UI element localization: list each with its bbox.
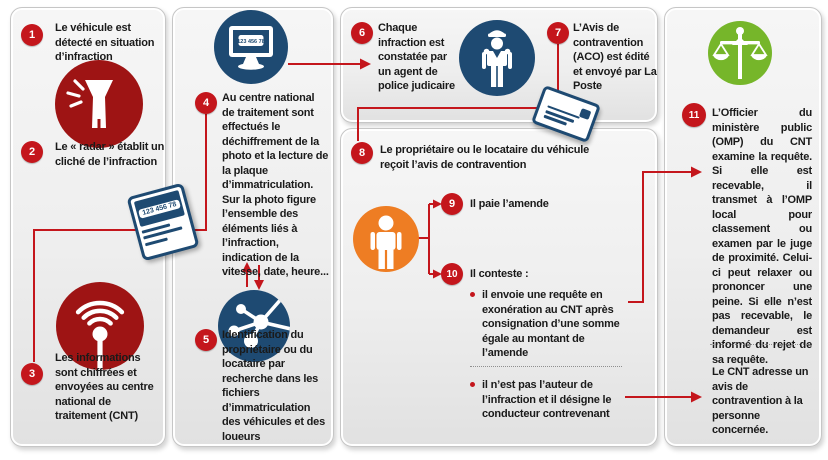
step-badge-1: 1 [21,24,43,46]
step-badge-11: 11 [682,103,706,127]
computer-monitor-icon [214,10,288,89]
step-text-7: L’Avis de contravention (ACO) est édité et envoyé par La Poste [573,22,657,92]
step-text-11: L’Officier du ministère public (OMP) du CNT examine la requête. Si elle est recevable, il transmet à l’OMP local pour classement ou examen par le juge de proximité. Celui-ci peut relaxer ou prononcer une peine. Si elle n’est pas recevable, le demandeur est informé du rejet de sa requête. [712,107,812,366]
step-badge-5: 5 [195,329,217,351]
step-text-6: Chaque infraction est constatée par un agent de police judicaire [378,22,455,92]
justice-scales-icon [708,21,772,90]
contest-option-1: il envoie une requête en exonération au CNT après consignation d’une somme égale au montant de l’amende [470,288,622,361]
step-text-10: Il conteste : [470,268,529,280]
license-plate-text: 123 456 78 [138,199,180,218]
envelope-address-lines [543,102,580,129]
step-text-3: Les informations sont chiffrées et envoyées au centre national de traitement (CNT) [55,352,154,422]
step-text-5: Identification du propriétaire ou du locataire par recherche dans les fichiers d’immatriculation des véhicules et des loueurs [222,329,325,443]
step-badge-4: 4 [195,92,217,114]
cnt-note-text: Le CNT adresse un avis de contravention à la personne concernée. [712,366,809,436]
contest-option-2: il n’est pas l’auteur de l’infraction et il désigne le conducteur contrevenant [470,378,628,422]
dotted-separator [710,344,810,345]
step-text-1: Le véhicule est détecté en situation d’infraction [55,22,155,63]
step-badge-9: 9 [441,193,463,215]
step-badge-2: 2 [21,141,43,163]
step-text-8: Le propriétaire ou le locataire du véhicule reçoit l’avis de contravention [380,144,590,171]
bullet-icon [470,292,475,297]
person-icon [353,206,419,277]
bullet-icon [470,382,475,387]
dotted-separator [470,366,622,367]
photo-card-band [134,190,185,227]
step-badge-10: 10 [441,263,463,285]
step-badge-8: 8 [351,142,373,164]
step-text-2: Le « radar » établit un cliché de l’infraction [55,141,165,168]
monitor-plate-text: 123 456 78 [237,39,265,45]
step-badge-6: 6 [351,22,373,44]
step-badge-7: 7 [547,22,569,44]
step-badge-3: 3 [21,363,43,385]
step-text-9: Il paie l’amende [470,198,549,210]
police-officer-icon [459,20,535,101]
step-text-4: Au centre national de traitement sont effectués le déchiffrement de la photo et la lecture de la plaque d’immatriculation. Sur la photo figure l’ensemble des éléments liés à l’infraction, indication de la vitesse, date, heure... [222,92,329,278]
